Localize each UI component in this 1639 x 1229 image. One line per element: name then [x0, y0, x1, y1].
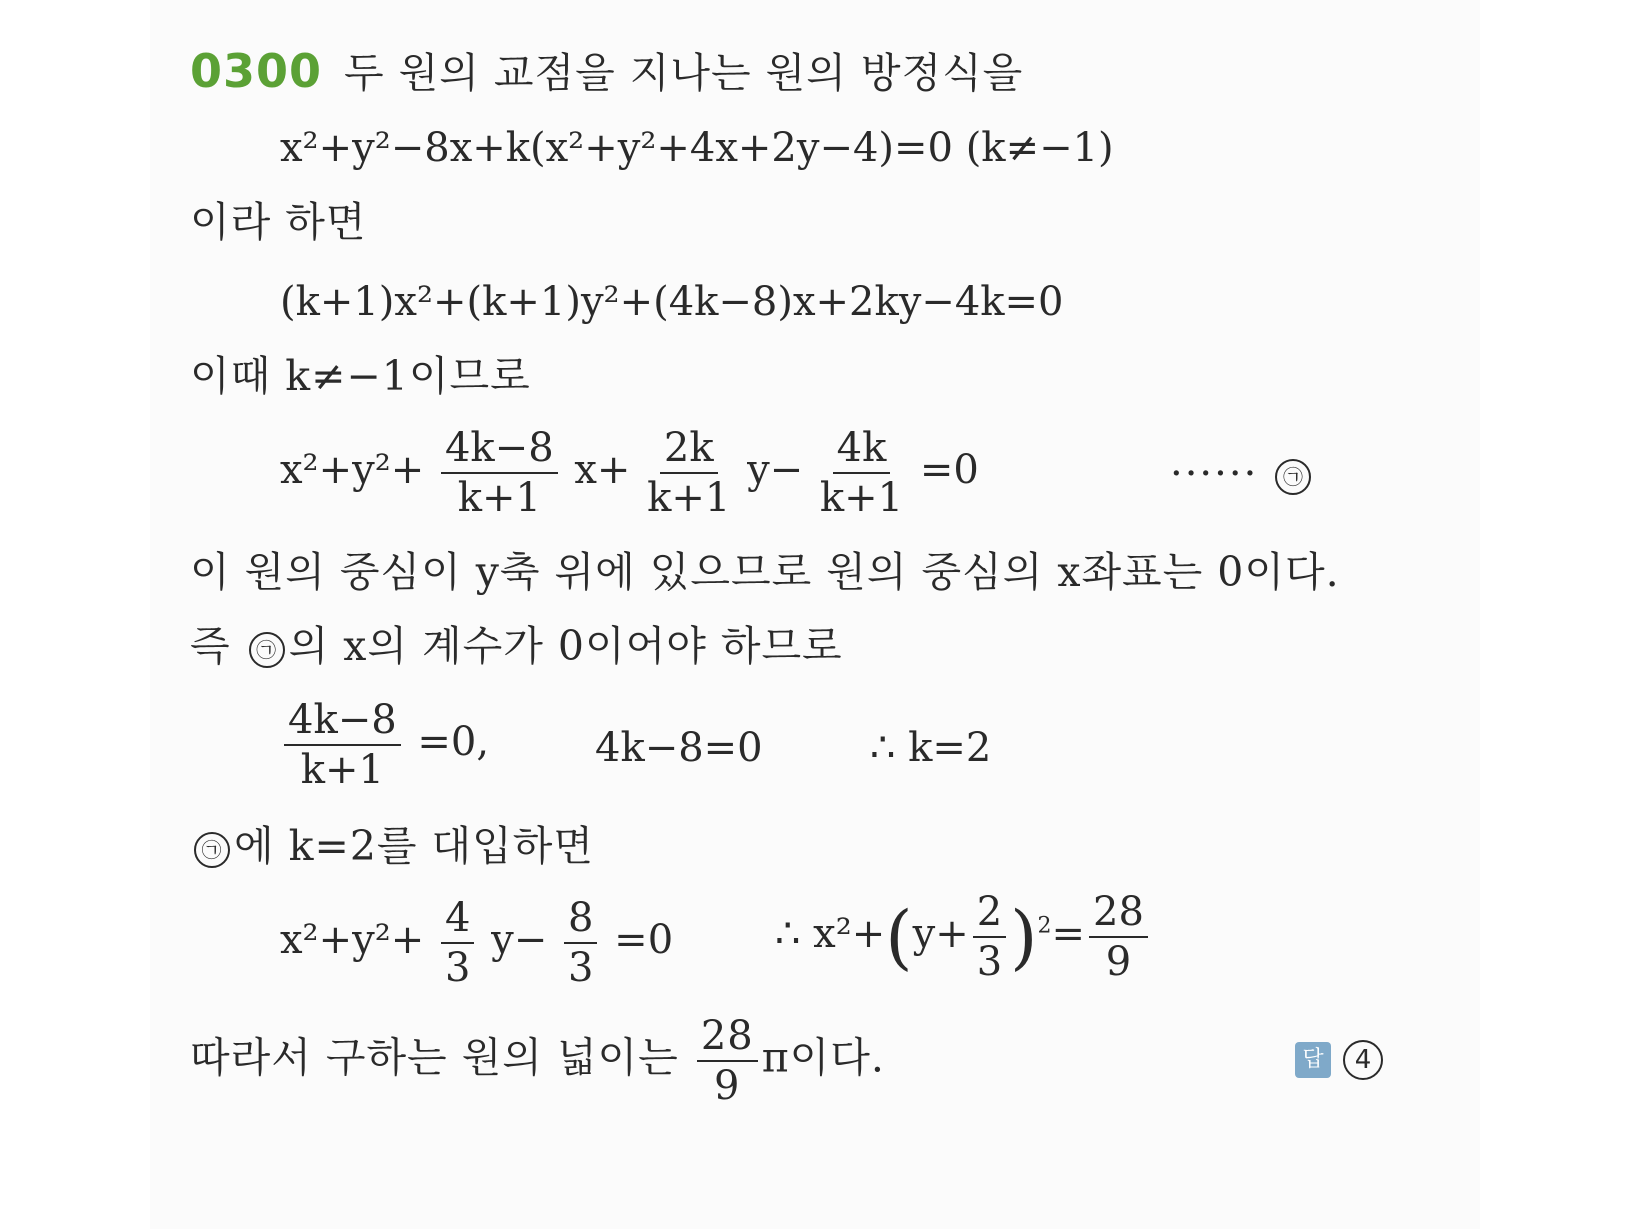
- text-final-a: 따라서 구하는 원의 넓이는: [190, 1033, 679, 1082]
- final-num: 28: [697, 1016, 758, 1062]
- answer-number: 4: [1343, 1040, 1383, 1080]
- equation-2: [280, 279, 1064, 325]
- eq6-square: 2: [1037, 913, 1052, 939]
- eq5-fraction-2: [564, 895, 597, 991]
- eq6-open-paren: (: [885, 896, 913, 978]
- equation-1: [280, 125, 1114, 171]
- eq3-fraction-3: [819, 425, 904, 521]
- eq6-f-num: 2: [973, 892, 1006, 938]
- eq4-den: k+1: [300, 747, 384, 793]
- text-since: [190, 352, 531, 400]
- eq5-f1-den: 3: [444, 945, 471, 991]
- problem-number: 0300: [190, 44, 323, 98]
- eq3-f3-num: 4k: [833, 428, 891, 474]
- circled-giyeok-icon: ㉠: [194, 832, 230, 868]
- answer-badge-icon: 답: [1295, 1042, 1331, 1078]
- eq4-b: 4k−8=0: [595, 725, 763, 771]
- text-coef: [190, 622, 843, 670]
- eq6-fraction: [973, 889, 1006, 985]
- eq3-end: =0: [919, 447, 979, 493]
- eq4-fraction: [284, 697, 401, 793]
- eq6-r-den: 9: [1105, 939, 1132, 985]
- eq6-f-den: 3: [976, 939, 1003, 985]
- text-final: [190, 1013, 885, 1109]
- eq4-end: =0,: [417, 719, 490, 765]
- equation-2-text: (k+1)x²+(k+1)y²+(4k−8)x+2ky−4k=0: [280, 279, 1064, 325]
- answer: [1295, 1040, 1383, 1080]
- equation-4b: [595, 725, 763, 771]
- text-coef-a: 즉: [190, 622, 231, 670]
- text-if: [190, 198, 367, 246]
- eq5-f1-num: 4: [441, 898, 474, 944]
- eq3-start: x²+y²+: [280, 447, 425, 493]
- intro-text: 두 원의 교점을 지나는 원의 방정식을: [344, 49, 1024, 97]
- equation-3-marker: [1170, 451, 1315, 497]
- eq5-start: x²+y²+: [280, 917, 425, 963]
- eq6-rhs-fraction: [1089, 889, 1148, 985]
- circled-giyeok-icon: ㉠: [249, 632, 285, 668]
- solution-page: [150, 0, 1480, 1229]
- text-center: [190, 548, 1340, 596]
- eq3-f1-den: k+1: [457, 475, 541, 521]
- equation-1-text: x²+y²−8x+k(x²+y²+4x+2y−4)=0 (k≠−1): [280, 125, 1114, 171]
- eq5-mid: y−: [491, 917, 548, 963]
- eq6-start: ∴ x²+: [775, 911, 886, 957]
- eq3-dots: ······: [1170, 451, 1259, 497]
- final-fraction: [697, 1013, 758, 1109]
- final-den: 9: [714, 1063, 741, 1109]
- eq3-f2-den: k+1: [647, 475, 731, 521]
- eq5-end: =0: [614, 917, 674, 963]
- eq3-f3-den: k+1: [819, 475, 904, 521]
- text-center-label: 이 원의 중심이 y축 위에 있으므로 원의 중심의 x좌표는 0이다.: [190, 548, 1340, 596]
- eq3-fraction-2: [647, 425, 731, 521]
- equation-5: [280, 895, 674, 991]
- eq4-num: 4k−8: [284, 700, 401, 746]
- eq4-c: ∴ k=2: [870, 725, 992, 771]
- equation-4: [280, 697, 490, 793]
- circled-giyeok-icon: ㉠: [1275, 459, 1311, 495]
- eq3-fraction-1: [441, 425, 558, 521]
- equation-3: [280, 425, 979, 521]
- eq6-equals: =: [1051, 911, 1085, 957]
- text-final-b: π이다.: [761, 1033, 885, 1082]
- text-subst-label: 에 k=2를 대입하면: [234, 822, 594, 870]
- text-coef-b: 의 x의 계수가 0이어야 하므로: [288, 622, 843, 670]
- equation-6: [775, 889, 1152, 985]
- equation-4c: [870, 725, 992, 771]
- eq5-f2-num: 8: [564, 898, 597, 944]
- intro-line: [190, 44, 1024, 98]
- text-subst: [190, 822, 594, 870]
- eq6-inner: y+: [912, 911, 969, 957]
- text-since-label: 이때 k≠−1이므로: [190, 352, 531, 400]
- eq3-mid2: y−: [747, 447, 804, 493]
- eq6-r-num: 28: [1089, 892, 1148, 938]
- eq5-fraction-1: [441, 895, 474, 991]
- eq3-mid1: x+: [574, 447, 631, 493]
- eq6-close-paren: ): [1010, 896, 1038, 978]
- eq5-f2-den: 3: [568, 945, 594, 991]
- eq3-f1-num: 4k−8: [441, 428, 558, 474]
- text-if-label: 이라 하면: [190, 198, 367, 246]
- eq3-f2-num: 2k: [660, 428, 718, 474]
